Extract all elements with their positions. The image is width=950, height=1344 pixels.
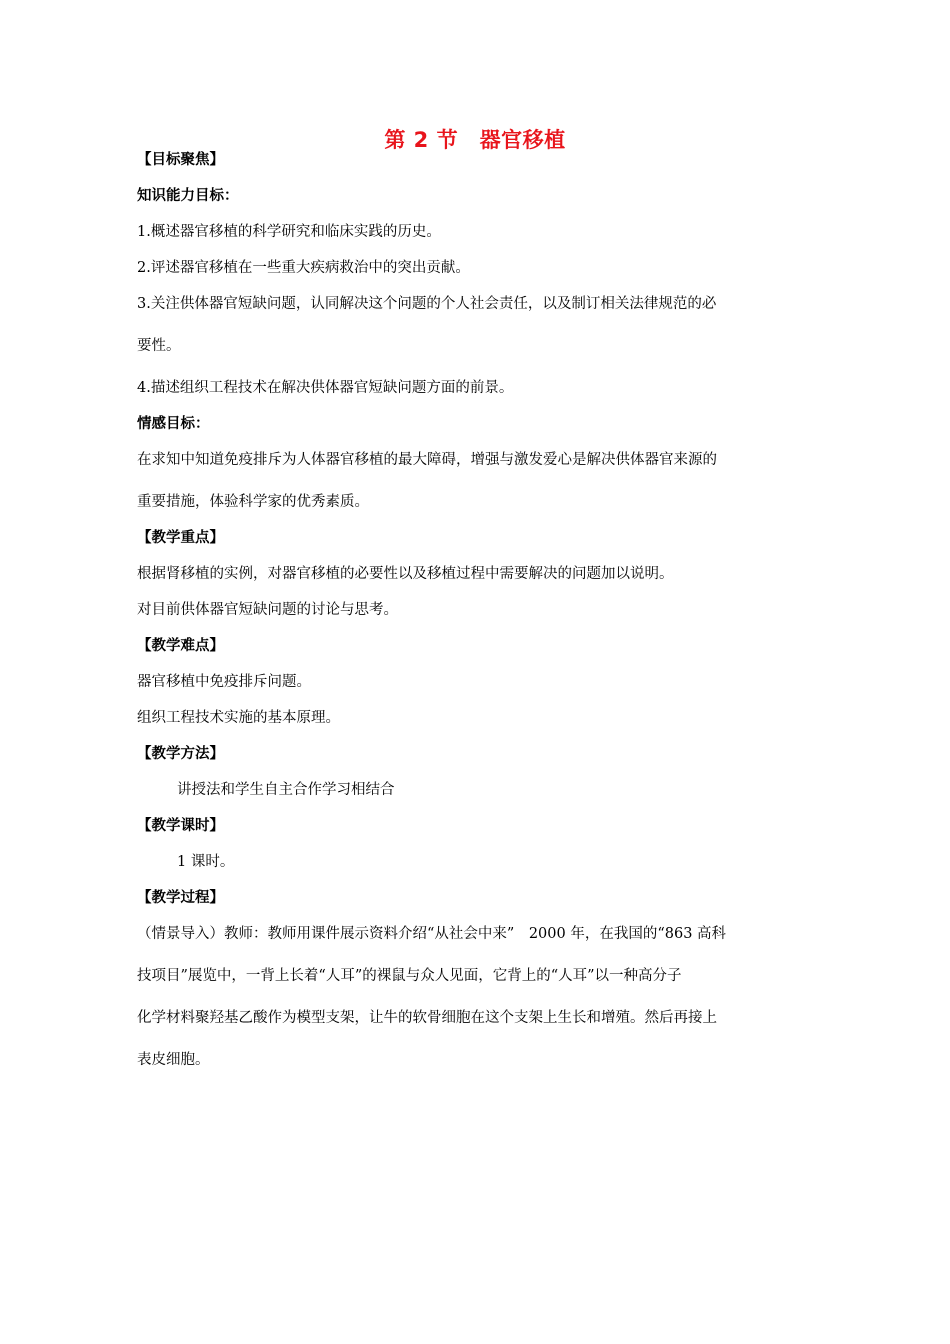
process-line-1: （情景导入）教师：教师用课件展示资料介绍“从社会中来” 2000 年，在我国的“863 高科 [137,926,727,942]
difficulty-2: 组织工程技术实施的基本原理。 [137,710,340,726]
emotion-goal-line-2: 重要措施，体验科学家的优秀素质。 [137,494,369,510]
emotion-goal-line-1: 在求知中知道免疫排斥为人体器官移植的最大障碍，增强与激发爱心是解决供体器官来源的 [137,452,717,468]
process-heading: 【教学过程】 [137,890,224,906]
knowledge-goal-4: 4.描述组织工程技术在解决供体器官短缺问题方面的前景。 [137,380,514,396]
key-points-heading: 【教学重点】 [137,530,224,546]
knowledge-goal-3-cont: 要性。 [137,338,181,354]
knowledge-goal-1: 1.概述器官移植的科学研究和临床实践的历史。 [137,224,441,240]
difficulty-1: 器官移植中免疫排斥问题。 [137,674,311,690]
methods-heading: 【教学方法】 [137,746,224,762]
hours-text: 1 课时。 [177,854,235,870]
key-point-1: 根据肾移植的实例，对器官移植的必要性以及移植过程中需要解决的问题加以说明。 [137,566,674,582]
difficulties-heading: 【教学难点】 [137,638,224,654]
methods-text: 讲授法和学生自主合作学习相结合 [177,782,395,798]
process-line-2: 技项目”展览中，一背上长着“人耳”的裸鼠与众人见面，它背上的“人耳”以一种高分子 [137,968,682,984]
process-line-3: 化学材料聚羟基乙酸作为模型支架，让牛的软骨细胞在这个支架上生长和增殖。然后再接上 [137,1010,717,1026]
emotion-goals-heading: 情感目标： [137,416,210,432]
key-point-2: 对目前供体器官短缺问题的讨论与思考。 [137,602,398,618]
document-body [137,150,817,1070]
hours-heading: 【教学课时】 [137,818,224,834]
process-line-4: 表皮细胞。 [137,1052,210,1068]
knowledge-goal-3: 3.关注供体器官短缺问题，认同解决这个问题的个人社会责任，以及制订相关法律规范的必 [137,296,717,312]
knowledge-goals-heading: 知识能力目标： [137,188,239,204]
page-title: 第 2 节 器官移植 [384,128,566,152]
section-heading-goal-focus: 【目标聚焦】 [137,152,224,168]
knowledge-goal-2: 2.评述器官移植在一些重大疾病救治中的突出贡献。 [137,260,470,276]
